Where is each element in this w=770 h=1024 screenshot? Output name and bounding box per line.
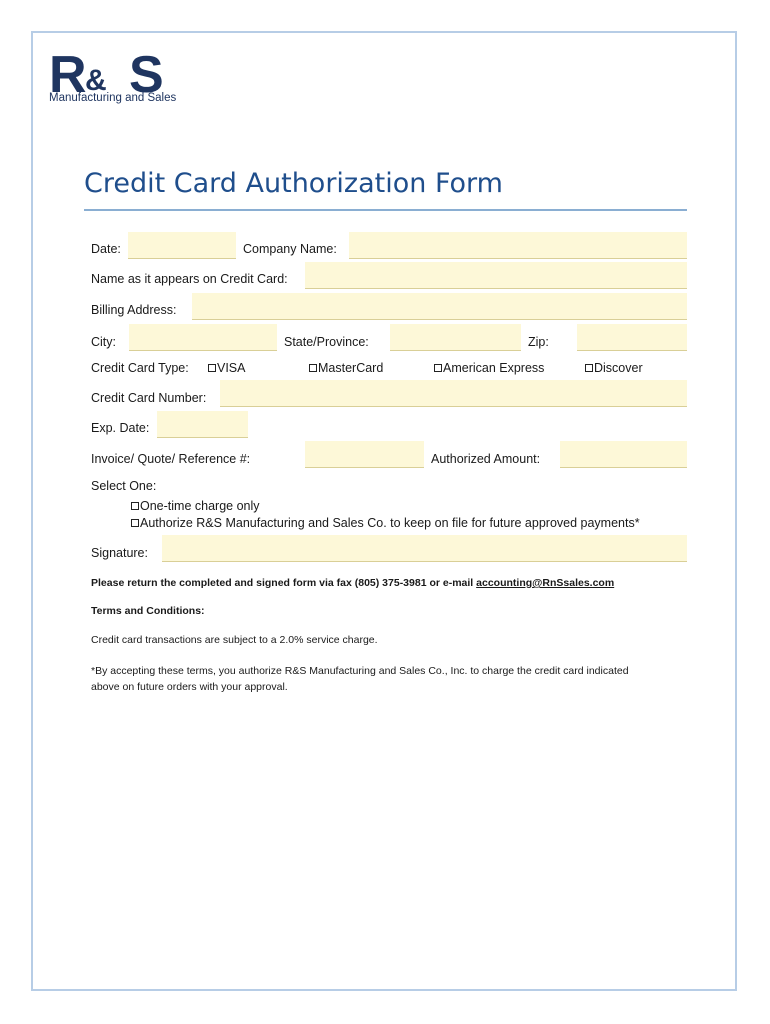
amex-checkbox[interactable] <box>434 361 544 375</box>
svg-text:S: S <box>129 50 164 94</box>
keep-on-file-label: Authorize R&S Manufacturing and Sales Co. to keep on file for future approved payments* <box>140 516 640 530</box>
date-field[interactable] <box>128 232 236 259</box>
svg-text:R: R <box>49 50 84 94</box>
date-label: Date: <box>91 242 121 256</box>
terms-authorization-line2: above on future orders with your approval. <box>91 681 288 693</box>
terms-service-charge: Credit card transactions are subject to a 2.0% service charge. <box>91 634 378 646</box>
billing-address-field[interactable] <box>192 293 687 320</box>
city-field[interactable] <box>129 324 277 351</box>
checkbox-icon <box>131 519 139 527</box>
authorized-amount-label: Authorized Amount: <box>431 452 541 466</box>
logo-graphic <box>49 50 185 94</box>
authorized-amount-field[interactable] <box>560 441 687 468</box>
checkbox-icon <box>131 502 139 510</box>
logo-subtitle: Manufacturing and Sales <box>49 92 177 104</box>
checkbox-icon <box>585 364 593 372</box>
one-time-charge-checkbox[interactable] <box>131 499 260 513</box>
state-label: State/Province: <box>284 335 369 349</box>
discover-checkbox[interactable] <box>585 361 643 375</box>
company-logo <box>49 50 185 108</box>
company-name-field[interactable] <box>349 232 687 259</box>
invoice-label: Invoice/ Quote/ Reference #: <box>91 452 251 466</box>
city-label: City: <box>91 335 116 349</box>
invoice-field[interactable] <box>305 441 424 468</box>
email-link[interactable]: accounting@RnSsales.com <box>476 577 615 589</box>
mastercard-label: MasterCard <box>318 361 384 375</box>
company-name-label: Company Name: <box>243 242 337 256</box>
select-one-label: Select One: <box>91 479 157 493</box>
name-on-card-label: Name as it appears on Credit Card: <box>91 272 288 286</box>
billing-address-label: Billing Address: <box>91 303 177 317</box>
checkbox-icon <box>208 364 216 372</box>
signature-label: Signature: <box>91 546 148 560</box>
card-type-label: Credit Card Type: <box>91 361 189 375</box>
checkbox-icon <box>309 364 317 372</box>
checkbox-icon <box>434 364 442 372</box>
return-instructions-text: Please return the completed and signed form via fax (805) 375-3981 or e-mail <box>91 577 477 589</box>
mastercard-checkbox[interactable] <box>309 361 383 375</box>
discover-label: Discover <box>594 361 643 375</box>
card-number-field[interactable] <box>220 380 687 407</box>
title-underline <box>84 209 687 211</box>
amex-label: American Express <box>443 361 545 375</box>
keep-on-file-checkbox[interactable] <box>131 516 640 530</box>
signature-field[interactable] <box>162 535 687 562</box>
card-number-label: Credit Card Number: <box>91 391 207 405</box>
terms-heading: Terms and Conditions: <box>91 605 205 617</box>
page-title: Credit Card Authorization Form <box>84 168 503 199</box>
name-on-card-field[interactable] <box>305 262 687 289</box>
zip-field[interactable] <box>577 324 687 351</box>
return-instructions <box>91 577 614 589</box>
visa-checkbox[interactable] <box>208 361 246 375</box>
zip-label: Zip: <box>528 335 549 349</box>
visa-label: VISA <box>217 361 246 375</box>
exp-date-label: Exp. Date: <box>91 421 150 435</box>
one-time-charge-label: One-time charge only <box>140 499 260 513</box>
svg-text:&: & <box>85 64 107 94</box>
state-field[interactable] <box>390 324 521 351</box>
terms-authorization-line1: *By accepting these terms, you authorize R&S Manufacturing and Sales Co., Inc. to charge the credit card indicated <box>91 665 629 677</box>
exp-date-field[interactable] <box>157 411 248 438</box>
